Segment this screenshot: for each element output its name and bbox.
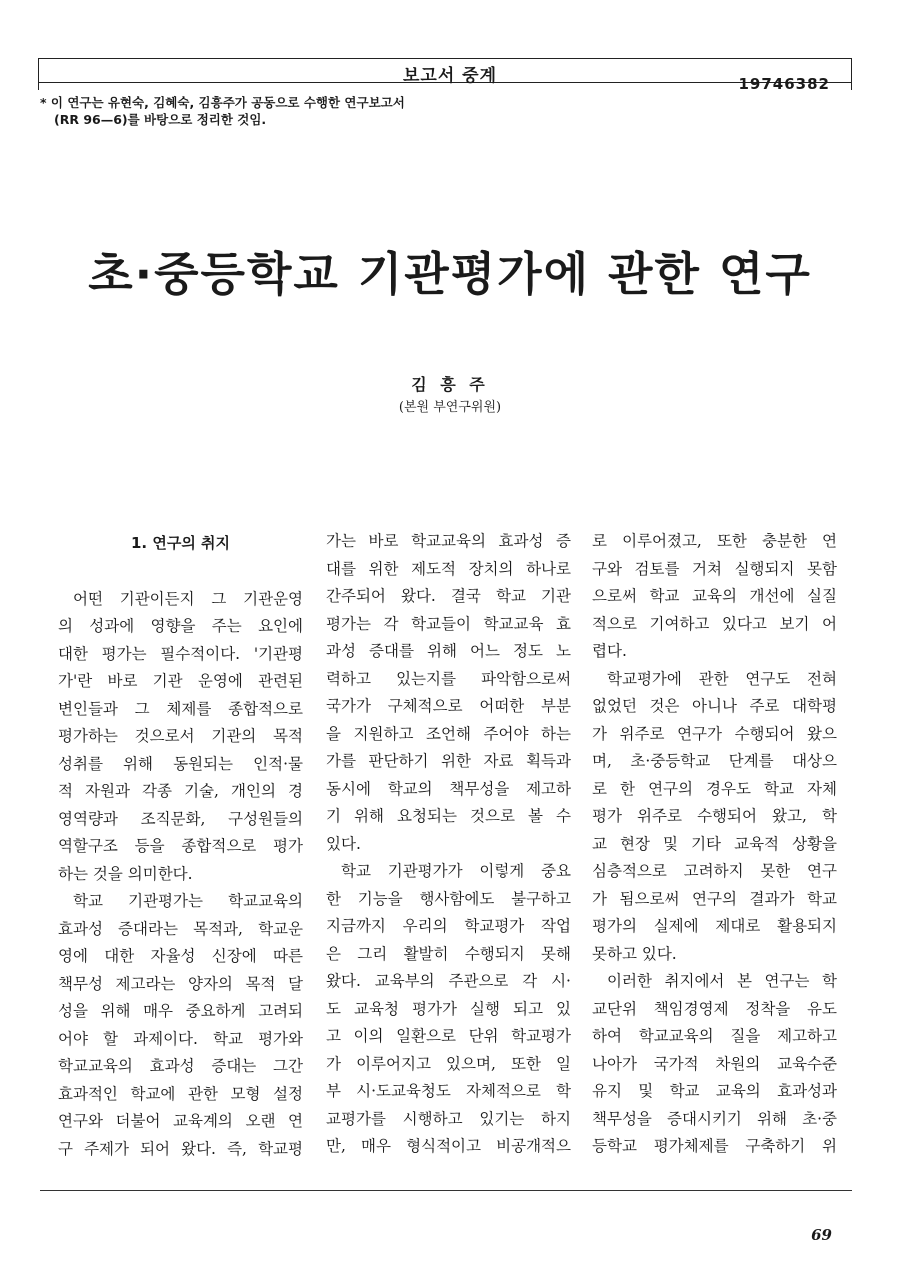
text-line: 영역량과 조직문화, 구성원들의 [58, 809, 303, 828]
text-line: 이러한 취지에서 본 연구는 학 [607, 972, 837, 990]
text-line: 가'란 바로 기관 운영에 관련된 [58, 672, 303, 690]
text-line: 가 이루어지고 있으며, 또한 일 [326, 1054, 571, 1073]
footer-rule [40, 1190, 852, 1191]
text-line: 국가가 구체적으로 어떠한 부분 [326, 697, 571, 715]
text-line: 하여 학교교육의 질을 제고하고 [592, 1027, 837, 1045]
text-line: 력하고 있는지를 파악함으로써 [326, 669, 571, 688]
text-line: 평가하는 것으로서 기관의 목적 [58, 727, 303, 745]
text-line: 평가 위주로 수행되어 왔고, 학 [592, 807, 837, 825]
text-line: 어야 할 과제이다. 학교 평가와 [58, 1029, 303, 1048]
text-line: 학교교육의 효과성 증대는 그간 [58, 1057, 303, 1075]
text-line: 기 위해 요청되는 것으로 볼 수 [326, 807, 571, 825]
body-column-3 [592, 528, 837, 1161]
body-column-2 [326, 528, 571, 1161]
text-line: 심층적으로 고려하지 못한 연구 [592, 862, 837, 880]
footnote-line-2: (RR 96—6)를 바탕으로 정리한 것임. [54, 112, 267, 127]
text-line: 가를 판단하기 위한 자료 획득과 [326, 752, 571, 770]
text-line: 적 자원과 각종 기술, 개인의 경 [58, 782, 303, 800]
text-line: 평가는 각 학교들이 학교교육 효 [326, 614, 571, 633]
text-line: 의 성과에 영향을 주는 요인에 [58, 617, 303, 635]
text-line: 렵다. [592, 642, 627, 660]
text-line: 왔다. 교육부의 주관으로 각 시· [326, 972, 571, 990]
text-line: 책무성 제고라는 양자의 목적 달 [58, 974, 303, 993]
body-column-1 [58, 528, 303, 1163]
article-title: 초·중등학교 기관평가에 관한 연구 [88, 247, 812, 301]
section-label: 보고서 중계 [402, 66, 498, 86]
text-line: 성을 위해 매우 중요하게 고려되 [58, 1002, 303, 1020]
author-affiliation: (본원 부연구위원) [398, 400, 502, 415]
text-line: 대를 위한 제도적 장치의 하나로 [326, 559, 571, 578]
text-line: 도 교육청 평가가 실행 되고 있 [326, 999, 571, 1018]
text-line: 교 현장 및 기타 교육적 상황을 [592, 834, 837, 853]
text-line: 대한 평가는 필수적이다. '기관평 [58, 644, 303, 663]
text-line: 효과적인 학교에 관한 모형 설정 [58, 1084, 303, 1103]
text-line: 하는 것을 의미한다. [58, 864, 193, 883]
text-line: 평가의 실제에 제대로 활용되지 [592, 917, 837, 935]
text-line: 로 한 연구의 경우도 학교 자체 [592, 779, 837, 798]
section-heading: 1. 연구의 취지 [130, 534, 231, 552]
text-line: 고 이의 일환으로 단위 학교평가 [326, 1027, 571, 1045]
text-line: 교단위 책임경영제 정착을 유도 [592, 999, 837, 1018]
text-line: 구 주제가 되어 왔다. 즉, 학교평 [58, 1139, 303, 1158]
text-line: 나아가 국가적 차원의 교육수준 [592, 1054, 837, 1073]
text-line: 가 됨으로써 연구의 결과가 학교 [592, 889, 837, 908]
text-line: 등학교 평가체제를 구축하기 위 [592, 1137, 837, 1155]
page-number: 69 [811, 1226, 832, 1244]
text-line: 영에 대한 자율성 신장에 따른 [58, 947, 303, 965]
text-line: 구와 검토를 거쳐 실행되지 못함 [592, 559, 837, 578]
text-line: 학교 기관평가는 학교교육의 [73, 892, 303, 910]
text-line: 을 지원하고 조언해 주어야 하는 [326, 724, 571, 743]
text-line: 지금까지 우리의 학교평가 작업 [326, 917, 571, 935]
text-line: 만, 매우 형식적이고 비공개적으 [326, 1137, 571, 1155]
text-line: 어떤 기관이든지 그 기관운영 [73, 589, 303, 608]
text-line: 가 위주로 연구가 수행되어 왔으 [592, 724, 837, 743]
text-line: 적으로 기여하고 있다고 보기 어 [592, 614, 837, 633]
text-line: 못하고 있다. [592, 944, 677, 963]
text-line: 은 그리 활발히 수행되지 못해 [326, 944, 571, 963]
text-line: 연구와 더불어 교육계의 오랜 연 [58, 1112, 303, 1130]
text-line: 학교평가에 관한 연구도 전혀 [607, 669, 837, 688]
text-line: 동시에 학교의 책무성을 제고하 [326, 779, 571, 798]
text-line: 한 기능을 행사함에도 불구하고 [326, 889, 571, 908]
document-number: 19746382 [738, 75, 830, 93]
text-line: 으로써 학교 교육의 개선에 실질 [592, 587, 837, 605]
text-line: 역할구조 등을 종합적으로 평가 [58, 837, 303, 855]
footnote-line-1: * 이 연구는 유현숙, 김혜숙, 김흥주가 공동으로 수행한 연구보고서 [40, 95, 405, 110]
text-line: 책무성을 증대시키기 위해 초·중 [592, 1109, 837, 1128]
text-line: 효과성 증대라는 목적과, 학교운 [58, 919, 303, 938]
text-line: 가는 바로 학교교육의 효과성 증 [326, 532, 571, 550]
author-name: 김 흥 주 [411, 375, 489, 394]
text-line: 로 이루어졌고, 또한 충분한 연 [592, 532, 837, 550]
text-line: 유지 및 학교 교육의 효과성과 [592, 1082, 837, 1100]
text-line: 교평가를 시행하고 있기는 하지 [326, 1109, 571, 1128]
text-line: 없었던 것은 아니나 주로 대학평 [592, 697, 837, 715]
text-line: 학교 기관평가가 이렇게 중요 [341, 862, 571, 880]
text-line: 변인들과 그 체제를 종합적으로 [58, 699, 303, 718]
text-line: 며, 초·중등학교 단계를 대상으 [592, 752, 837, 770]
text-line: 과성 증대를 위해 어느 정도 노 [326, 642, 571, 660]
text-line: 간주되어 왔다. 결국 학교 기관 [326, 587, 571, 605]
text-line: 있다. [326, 834, 361, 853]
text-line: 성취를 위해 동원되는 인적·물 [58, 754, 303, 773]
footnote [40, 94, 405, 128]
text-line: 부 시·도교육청도 자체적으로 학 [326, 1082, 571, 1100]
